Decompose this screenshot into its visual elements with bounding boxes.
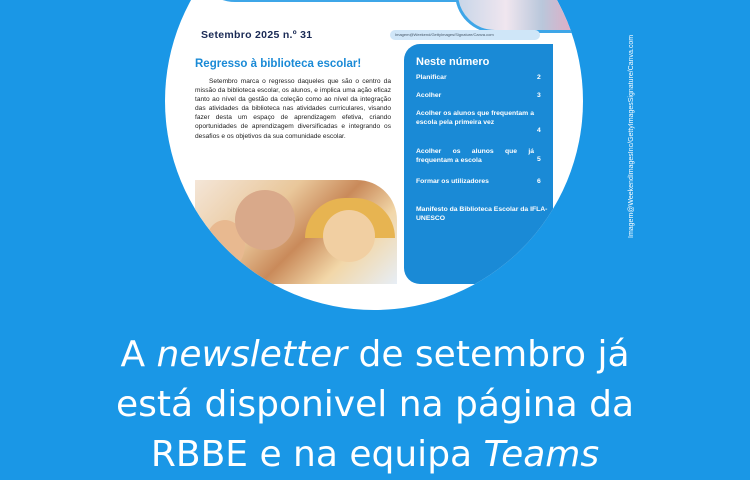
article-headline: Regresso à biblioteca escolar! [195, 58, 362, 70]
issue-label: Setembro 2025 n.º 31 [201, 29, 313, 41]
contents-sidebar [404, 44, 553, 284]
toc-label: Acolher [416, 92, 442, 99]
children-reading-photo [195, 180, 397, 284]
toc-label: Formar os utilizadores [416, 178, 489, 185]
newsletter-preview-circle [165, 0, 583, 310]
toc-item [416, 148, 554, 165]
caption-line-3: RBBE e na equipa Teams [150, 434, 600, 475]
image-credit: Imagem@WeekendImagesInc/GettyImagesSignature/Canva.com [628, 34, 635, 238]
issue-credit: Imagem@Weekend/GettyImages/Signature/Canva.com [395, 32, 494, 37]
toc-label: Acolher os alunos que já frequentam a escola [416, 148, 534, 164]
article-body: Setembro marca o regresso daqueles que são o centro da missão da biblioteca escolar, os alunos, e implica uma ação eficaz tanto ao nível da gestão da coleção como ao nível da integração das atividades da biblioteca nas atividades curriculares, visando fazer desta um espaço de aprendizagem efetiva, criando oportunidades de aprendizagem diversificadas e integrando os desafios e os objetivos da sua comunidade escolar. [195, 78, 391, 140]
toc-label: Acolher os alunos que frequentam a escola pela primeira vez [416, 110, 534, 126]
sidebar-title: Neste número [416, 56, 490, 68]
manifesto-link: Manifesto da Biblioteca Escolar da IFLA-UNESCO [416, 206, 548, 222]
photo-figure [323, 210, 375, 262]
toc-page: 6 [537, 178, 541, 185]
newsletter-page [195, 0, 553, 292]
toc-page: 3 [537, 92, 541, 99]
caption-line-2: está disponivel na página da [115, 384, 635, 425]
toc-item [416, 92, 554, 101]
toc-item [416, 110, 554, 134]
toc-item [416, 74, 554, 83]
caption-line-1: A newsletter de setembro já [120, 334, 630, 375]
photo-figure [235, 190, 295, 250]
toc-page: 2 [537, 74, 541, 81]
toc-item [416, 178, 554, 187]
toc-label: Planificar [416, 74, 447, 81]
toc-page: 5 [537, 156, 541, 163]
toc-page: 4 [537, 127, 541, 134]
